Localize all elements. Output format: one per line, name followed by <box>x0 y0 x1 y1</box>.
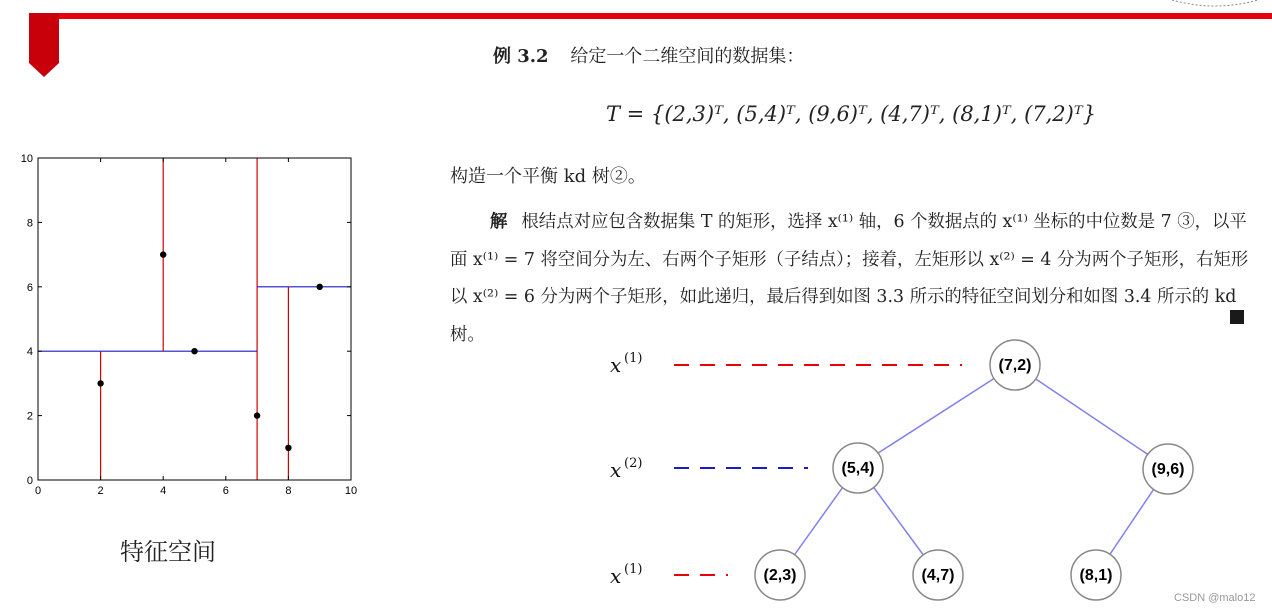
y-tick-label: 8 <box>26 217 33 230</box>
data-point <box>191 348 197 354</box>
svg-text:(2): (2) <box>624 456 643 471</box>
level-3-label <box>610 562 728 588</box>
x-tick-label: 2 <box>97 485 104 497</box>
svg-text:(9,6): (9,6) <box>1151 461 1185 478</box>
header-flag <box>29 13 59 77</box>
svg-text:(5,4): (5,4) <box>841 460 875 477</box>
svg-text:(1): (1) <box>624 562 643 577</box>
y-tick-label: 2 <box>26 410 33 423</box>
header-accent-bar <box>58 13 1272 19</box>
level-2-label <box>610 456 808 482</box>
svg-text:(4,7): (4,7) <box>921 567 955 584</box>
svg-text:(7,2): (7,2) <box>998 357 1032 374</box>
y-tick-label: 0 <box>26 475 33 487</box>
kd-tree-diagram <box>600 338 1270 613</box>
example-text: 给定一个二维空间的数据集： <box>570 46 805 67</box>
feature-space-plot <box>0 145 380 505</box>
solution-paragraph <box>450 204 1250 354</box>
solution-text: 根结点对应包含数据集 T 的矩形，选择 x⁽¹⁾ 轴，6 个数据点的 x⁽¹⁾ 坐标的中位数是 7 ③，以平面 x⁽¹⁾ = 7 将空间分为左、右两个子矩形（子结点）；接着，左矩形以 x⁽²⁾ = 4 分为两个子矩形，右矩形以 x⁽²⁾ = 6 分为两个子矩形，如此递归，最后得到如图 3.3 所示的特征空间划分和如图 3.4 所示的 kd 树。 <box>450 212 1249 345</box>
solution-label: 解 <box>490 212 508 232</box>
x-tick-label: 0 <box>34 485 42 497</box>
tree-node-root <box>990 340 1040 390</box>
data-point <box>317 284 323 290</box>
x-tick-label: 6 <box>222 485 229 497</box>
svg-text:(2,3): (2,3) <box>763 567 797 584</box>
textbook-excerpt <box>440 38 1260 345</box>
tree-edge <box>858 365 1015 466</box>
y-tick-label: 10 <box>20 153 33 165</box>
y-tick-label: 6 <box>26 281 33 294</box>
tree-node-left-left <box>755 550 805 600</box>
x-tick-label: 8 <box>285 485 292 497</box>
tree-edge <box>1015 365 1168 468</box>
data-point <box>160 251 166 257</box>
svg-text:(1): (1) <box>624 351 643 366</box>
data-point <box>285 445 291 451</box>
svg-text:x: x <box>610 564 622 588</box>
example-heading <box>493 42 804 68</box>
tree-node-left <box>833 443 883 493</box>
construct-text: 构造一个平衡 kd 树②。 <box>450 166 646 187</box>
x-tick-label: 10 <box>344 485 358 497</box>
tree-node-right-left <box>1071 550 1121 600</box>
level-1-label <box>610 351 962 377</box>
dataset-formula: T = {(2,3)ᵀ, (5,4)ᵀ, (9,6)ᵀ, (4,7)ᵀ, (8,1)ᵀ, (7,2)ᵀ} <box>606 102 1097 126</box>
x-tick-label: 4 <box>160 485 167 497</box>
corner-decoration <box>1170 0 1260 10</box>
svg-text:x: x <box>610 353 622 377</box>
feature-space-caption: 特征空间 <box>120 538 216 566</box>
watermark: CSDN @malo12 <box>1174 592 1256 604</box>
tree-node-right <box>1143 444 1193 494</box>
svg-text:x: x <box>610 458 622 482</box>
example-number: 例 3.2 <box>493 46 549 67</box>
data-point <box>97 380 103 386</box>
y-tick-label: 4 <box>26 346 33 359</box>
tree-node-left-right <box>913 550 963 600</box>
svg-text:(8,1): (8,1) <box>1079 567 1113 584</box>
plot-frame <box>38 158 351 480</box>
data-point <box>254 412 260 418</box>
qed-mark <box>1230 310 1244 324</box>
